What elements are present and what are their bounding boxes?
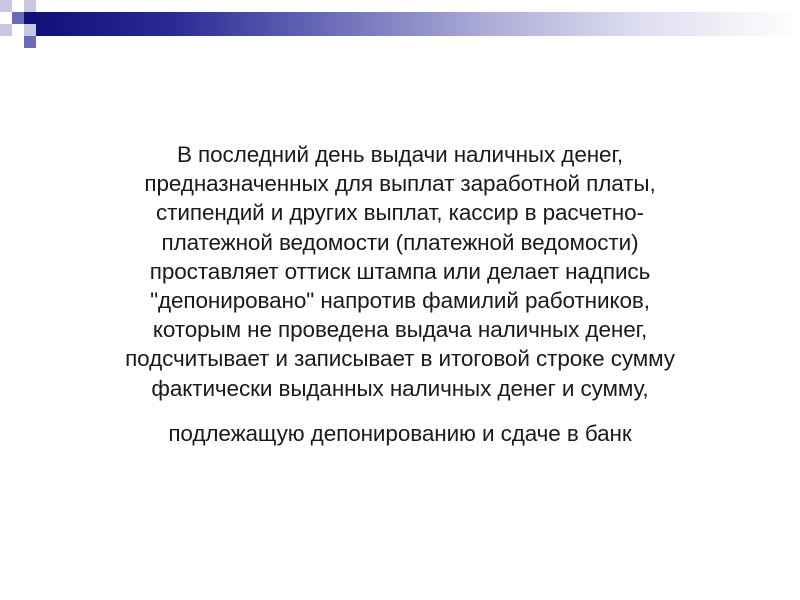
paragraph-line: предназначенных для выплат заработной платы, [144,171,656,197]
decor-square [24,0,36,12]
decor-square [24,36,36,48]
decor-square [36,0,48,12]
decor-square [12,0,24,12]
paragraph-line: платежной ведомости (платежной ведомости) [161,229,639,255]
decor-square [24,24,36,36]
gradient-bar [36,12,800,36]
decor-square [0,24,12,36]
decor-square [12,24,24,36]
paragraph-line: проставляет оттиск штампа или делает надпись [149,258,651,284]
paragraph-line: В последний день выдачи наличных денег, [176,142,623,167]
decor-square [0,12,12,24]
paragraph-line: фактически выданных наличных денег и сумму, [151,375,649,401]
slide-body [40,140,760,448]
decor-square [0,0,12,12]
decor-square [12,12,24,24]
decorative-header [0,0,800,50]
paragraph-line: стипендий и других выплат, кассир в расчетно- [156,200,644,226]
paragraph-line: "депонировано" напротив фамилий работников, [150,288,650,314]
paragraph-line: которым не проведена выдача наличных денег, [152,317,648,343]
main-paragraph [40,140,760,403]
paragraph-line: подсчитывает и записывает в итоговой строке сумму [125,346,675,372]
decor-square [24,12,36,24]
tail-paragraph: подлежащую депонированию и сдаче в банк [168,420,632,446]
